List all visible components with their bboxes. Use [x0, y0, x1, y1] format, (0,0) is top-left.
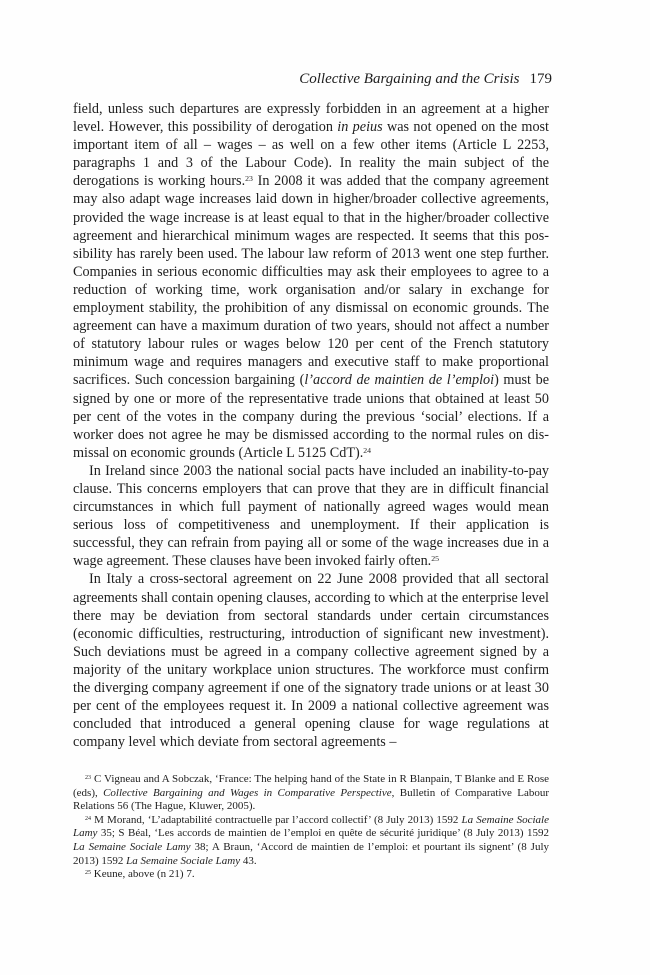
text-run: C Vigneau and A Sobczak, ‘France: The helping hand of the State in R Blanpain, T Blanke and E Rose (eds),: [73, 773, 549, 799]
italic-text: La Semaine Sociale Lamy: [73, 840, 191, 853]
text-run: ) must be signed by one or more of the representative trade unions that obtained at least 50 per cent of the votes in the company during the previous ‘social’ elections. If a worker does not agree he may be dismissed according to the normal rules on dismissal on economic grounds (Article L 5125 CdT).: [73, 372, 550, 461]
italic-text: La Semaine Sociale Lamy: [73, 813, 549, 840]
text-run: M Morand, ‘L’adaptabilité contractuelle par l’accord collectif’ (8 July 2013) 1592: [91, 813, 462, 826]
running-title: Collective Bargaining and the Crisis: [299, 71, 520, 87]
text-run: In Italy a cross-sectoral agreement on 22 June 2008 provided that all sectoral agreements shall contain opening clauses, according to which at the enterprise level there may be deviation from sectoral standards under certain circumstances (economic difficulties, restructuring, introduction of significant new investment). Such deviations must be agreed in a company collective agreement signed by a majority of the unitary workplace union structures. The workforce must confirm the diverging company agreement if one of the signatory trade unions or at least 30 per cent of the employees request it. In 2009 a national collective agreement was concluded that introduced a general opening clause for wage regulations at company level which deviate from sectoral agreements –: [73, 571, 549, 751]
text-run: was not opened on the most important item of all – wages – as well on a few other items (Article L 2253, paragraphs 1 and 3 of the Labour Code). In reality the main subject of the derogations is working hours.: [73, 119, 549, 190]
body-paragraph: [73, 100, 549, 462]
text-run: 35; S Béal, ‘Les accords de maintien de l’emploi en quête de sécurité juridique’ (8 July 2013) 1592: [97, 827, 549, 840]
text-run: In Ireland since 2003 the national social pacts have included an inability-to-pay clause. This concerns employers that can prove that they are in difficult financial circumstances in which full payment of nationally agreed wages would mean serious loss of competitiveness and unemployment. If their application is successful, they can refrain from paying all or some of the wage increases due in a wage agreement. These clauses have been invoked fairly often.: [73, 462, 549, 570]
text-run: , Bulletin of Comparative Labour Relations 56 (The Hague, Kluwer, 2005).: [73, 786, 549, 813]
body-paragraph: [73, 462, 549, 571]
footnote: [73, 773, 549, 814]
text-run: 38; A Braun, ‘Accord de maintien de l’emploi: et pourtant ils signent’ (8 July 2013) 1592: [73, 840, 549, 867]
text-run: 43.: [240, 854, 257, 867]
page-number: 179: [529, 71, 552, 87]
footnote-number: 23: [85, 774, 92, 781]
italic-text: Collective Bargaining and Wages in Comparative Perspective: [103, 786, 392, 799]
footnote-number: 25: [85, 870, 92, 877]
body-text: [73, 100, 549, 751]
footnote-number: 24: [85, 815, 92, 822]
footnote: [73, 868, 549, 882]
footnote: [73, 814, 549, 868]
text-run: field, unless such departures are expressly forbidden in an agreement at a higher level. However, this possibility of derogation: [73, 101, 549, 136]
text-run: In 2008 it was added that the company agreement may also adapt wage increases laid down in higher/broader collective agreements, provided the wage increase is at least equal to that in the higher/broader collective agreement and hierarchical minimum wages are respected. It seems that this possibility has rarely been used. The labour law reform of 2013 went one step further. Companies in serious economic difficulties may ask their employees to agree to a reduction of working time, work organisation and/or salary in exchange for employment stability, the prohibition of any dismissal on economic grounds. The agreement can have a maximum duration of two years, should not affect a number of statutory labour rules or wages below 120 per cent of the French statutory minimum wage and requires managers and executive staff to make proportional sacrifices. Such concession bargaining (: [73, 173, 549, 389]
italic-text: l’accord de maintien de l’emploi: [304, 372, 495, 389]
body-paragraph: [73, 570, 549, 751]
footnote-marker: 25: [431, 554, 440, 564]
footnotes: [73, 773, 549, 882]
footnote-marker: 24: [363, 445, 372, 455]
text-run: Keune, above (n 21) 7.: [91, 868, 195, 881]
running-header: [299, 70, 552, 88]
italic-text: La Semaine Sociale Lamy: [126, 854, 241, 867]
italic-text: in peius: [337, 119, 383, 136]
footnote-marker: 23: [245, 174, 253, 184]
